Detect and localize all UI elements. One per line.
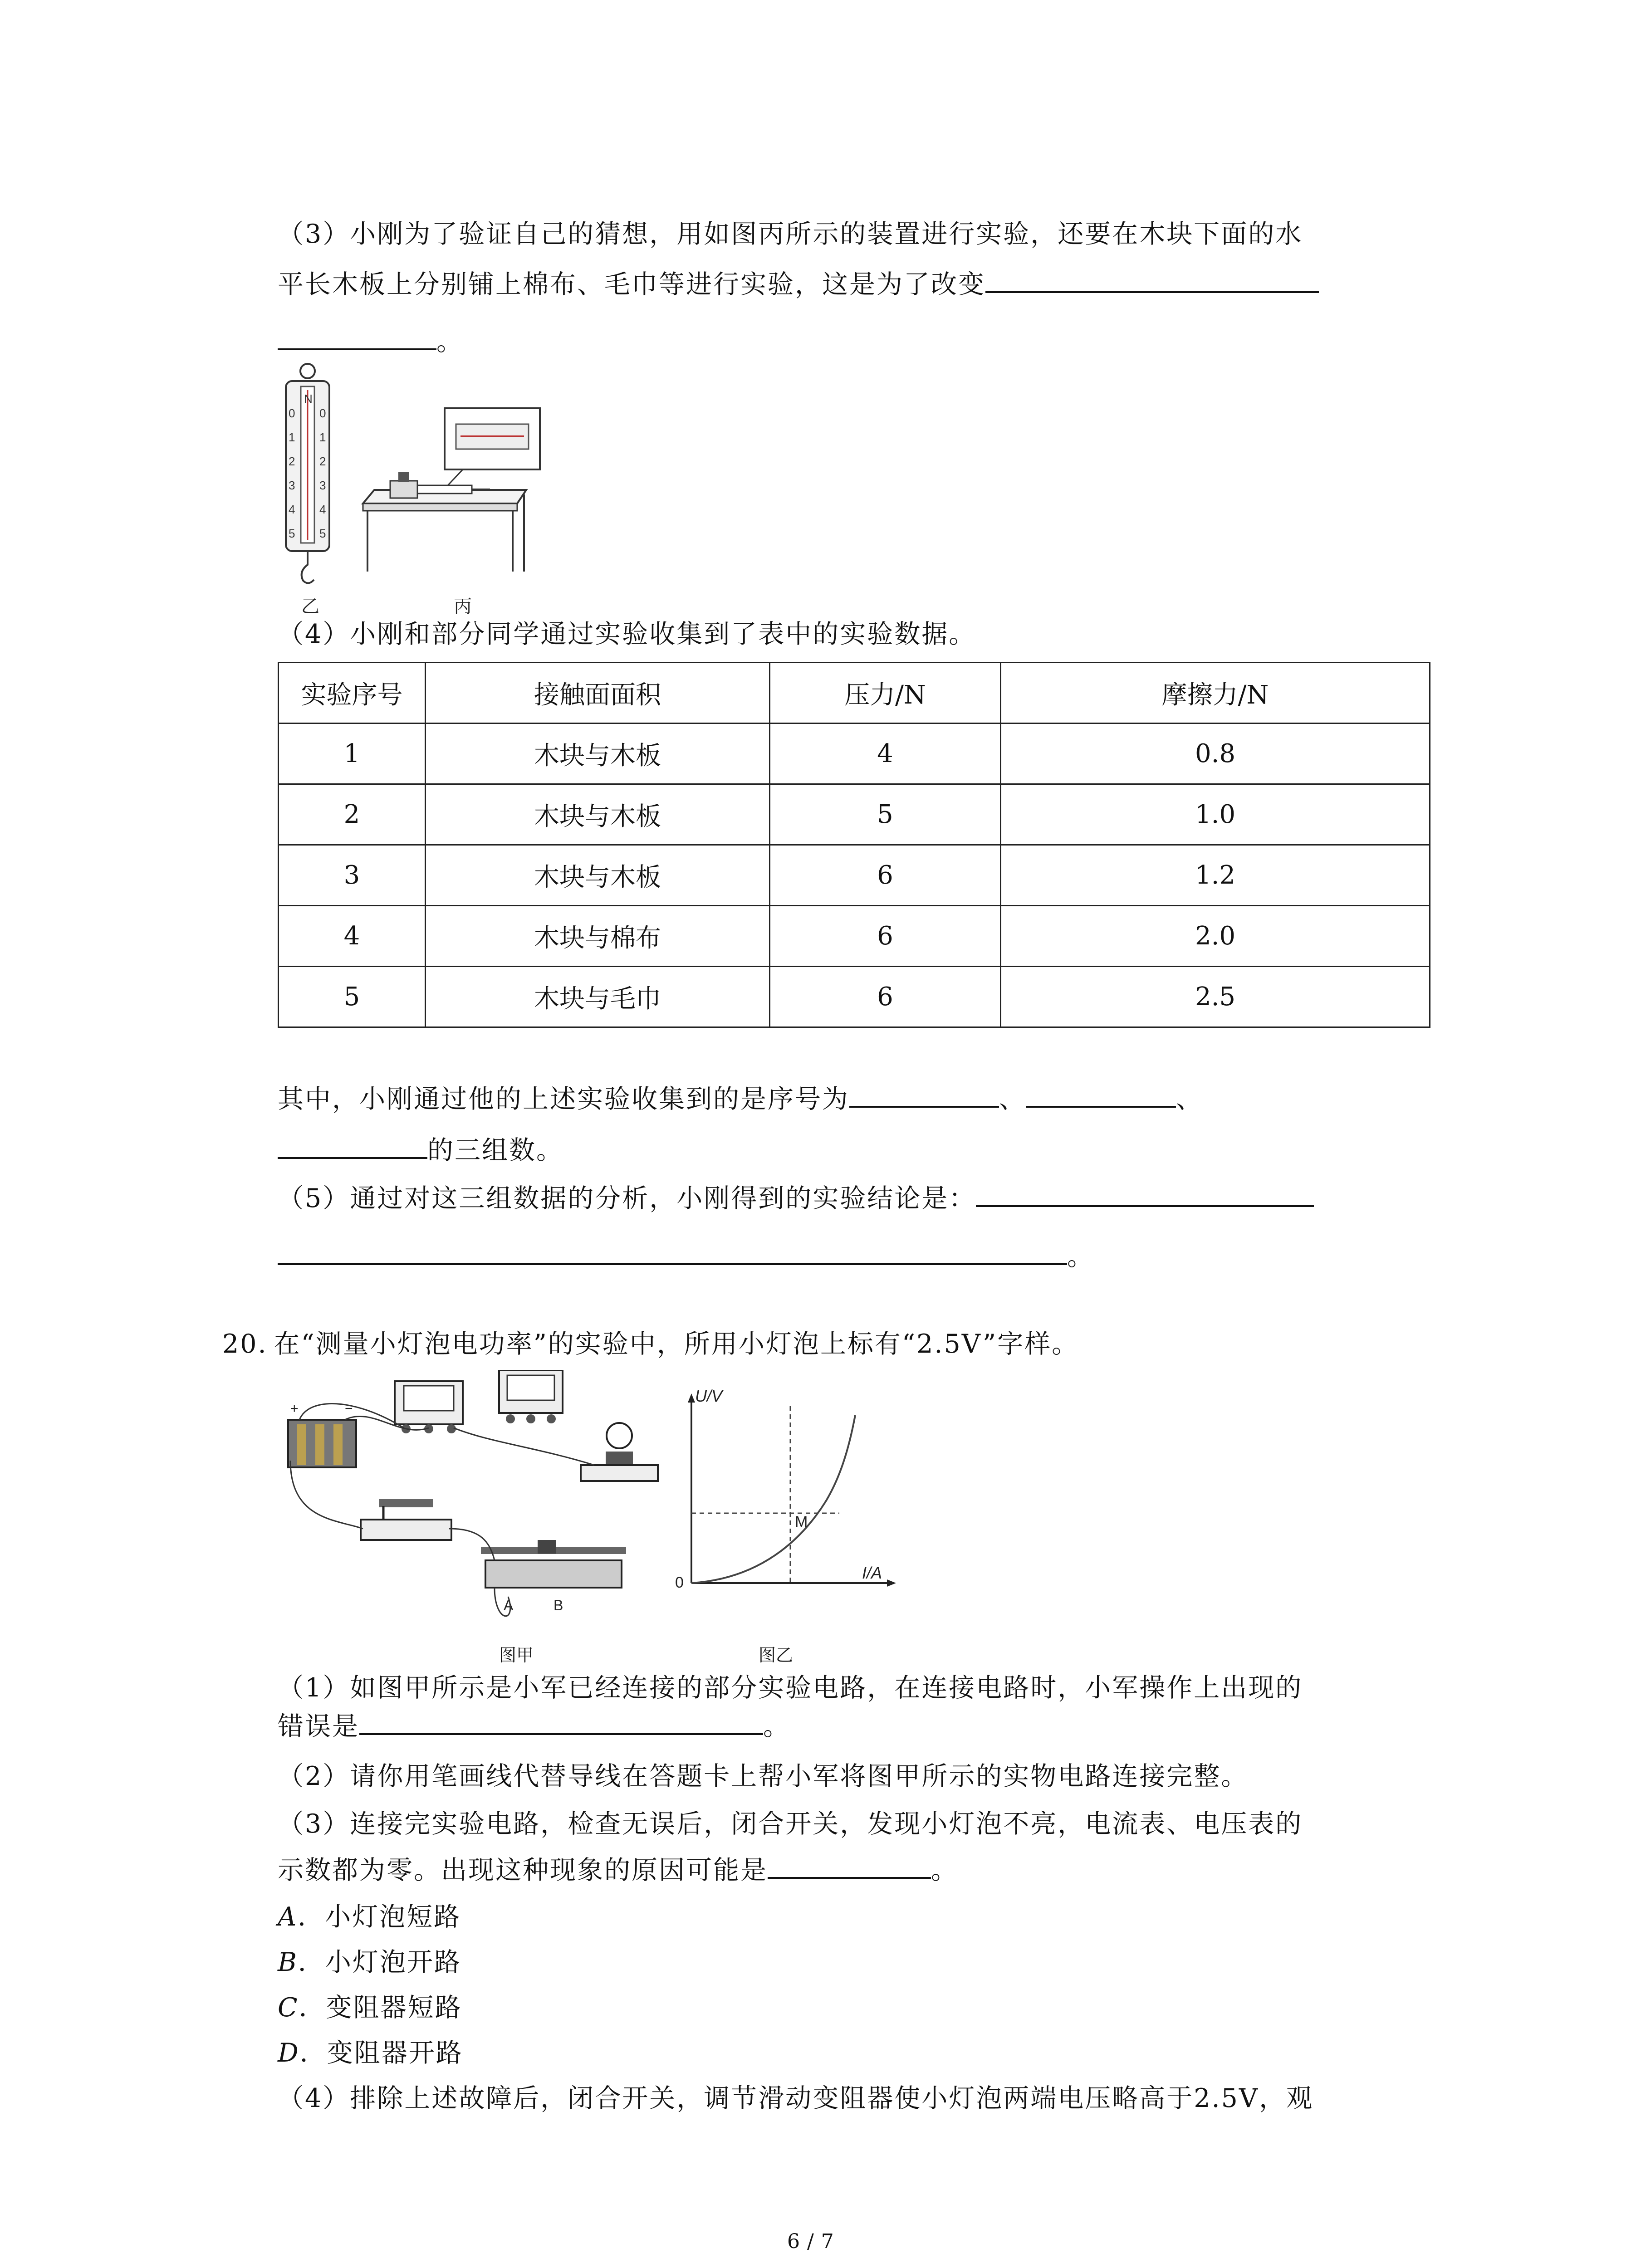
q19-p5-line1 <box>278 1183 1314 1213</box>
q19-p3-line2 <box>278 269 1319 299</box>
battery-icon <box>288 1401 356 1467</box>
table-header-cell: 实验序号 <box>279 663 426 723</box>
period: 。 <box>1067 1242 1094 1271</box>
table-cell: 2 <box>279 784 426 845</box>
q20-p3-line2-text: 示数都为零。出现这种现象的原因可能是 <box>278 1855 768 1885</box>
table-header-cell: 摩擦力/N <box>1001 663 1430 723</box>
option-text: ．变阻器短路 <box>299 1993 462 2023</box>
answer-blank[interactable] <box>976 1187 1314 1207</box>
answer-blank[interactable] <box>985 273 1319 293</box>
table-cell: 1.0 <box>1001 784 1430 845</box>
table-header-cell: 接触面面积 <box>426 663 770 723</box>
table-row <box>279 906 1430 967</box>
table-cell: 木块与木板 <box>426 723 770 784</box>
separator: 、 <box>999 1084 1026 1114</box>
scale-tick-label: 4 <box>319 503 326 516</box>
answer-blank[interactable] <box>768 1859 931 1879</box>
option-text: ．小灯泡开路 <box>298 1947 461 1977</box>
svg-text:B: B <box>554 1597 563 1613</box>
page-number: 6 / 7 <box>787 2230 834 2253</box>
q20-p1-line2-text: 错误是 <box>278 1711 359 1741</box>
option-a[interactable] <box>278 1904 461 1930</box>
voltmeter-icon <box>499 1370 563 1423</box>
scale-tick-label: 2 <box>289 455 295 468</box>
graph-origin: 0 <box>675 1574 684 1591</box>
table-cell: 6 <box>770 906 1001 967</box>
period: 。 <box>763 1711 790 1741</box>
option-c[interactable] <box>278 1995 462 2021</box>
scale-tick-label: 2 <box>319 455 326 468</box>
experiment-data-table <box>278 662 1430 1028</box>
table-row <box>279 967 1430 1027</box>
table-cell: 木块与木板 <box>426 784 770 845</box>
ammeter-icon <box>395 1381 463 1433</box>
option-key: D <box>278 2038 300 2068</box>
table-cell: 2.0 <box>1001 906 1430 967</box>
q20-p1-line1: （1）如图甲所示是小军已经连接的部分实验电路，在连接电路时，小军操作上出现的 <box>278 1673 1303 1703</box>
friction-apparatus-figure <box>272 358 590 621</box>
table-cell: 4 <box>279 906 426 967</box>
graph-y-label: U/V <box>695 1388 723 1405</box>
period: 。 <box>931 1855 958 1885</box>
scale-tick-label: 3 <box>289 479 295 492</box>
q19-p3-line2-text: 平长木板上分别铺上棉布、毛巾等进行实验，这是为了改变 <box>278 269 985 299</box>
q19-p4-text: （4）小刚和部分同学通过实验收集到了表中的实验数据。 <box>278 619 976 649</box>
q20-p3-line2 <box>278 1857 958 1883</box>
table-cell: 木块与木板 <box>426 845 770 906</box>
table-cell: 木块与棉布 <box>426 906 770 967</box>
circuit-figure <box>281 1370 671 1642</box>
q20-stem-line <box>222 1331 1079 1357</box>
q19-p5-line2 <box>278 1244 1094 1270</box>
q20-p4-line1: （4）排除上述故障后，闭合开关，调节滑动变阻器使小灯泡两端电压略高于2.5V，观 <box>278 2083 1314 2113</box>
table-cell: 1 <box>279 723 426 784</box>
answer-blank[interactable] <box>278 330 436 350</box>
after-table-text-2: 的三组数。 <box>427 1135 563 1165</box>
answer-blank[interactable] <box>278 1139 427 1159</box>
lamp-icon <box>581 1423 658 1481</box>
table-row <box>279 723 1430 784</box>
q20-stem: 在“测量小灯泡电功率”的实验中，所用小灯泡上标有“2.5V”字样。 <box>274 1329 1079 1359</box>
table-cell: 木块与毛巾 <box>426 967 770 1027</box>
table-header-row <box>279 663 1430 723</box>
graph-x-label: I/A <box>862 1564 882 1582</box>
q19-p3-line1: （3）小刚为了验证自己的猜想，用如图丙所示的装置进行实验，还要在木块下面的水 <box>278 219 1303 249</box>
svg-text:−: − <box>345 1401 353 1416</box>
switch-icon <box>361 1499 451 1540</box>
after-table-text: 其中，小刚通过他的上述实验收集到的是序号为 <box>278 1084 849 1114</box>
scale-tick-label: 1 <box>319 430 326 444</box>
scale-tick-label: 0 <box>319 406 326 420</box>
table-cell: 1.2 <box>1001 845 1430 906</box>
svg-text:A: A <box>504 1597 514 1613</box>
separator: 、 <box>1176 1084 1203 1114</box>
fig-label-yi: 乙 <box>301 596 319 616</box>
caption-jia: 图甲 <box>499 1645 534 1665</box>
option-key: C <box>278 1993 299 2023</box>
table-cell: 3 <box>279 845 426 906</box>
table-cell: 5 <box>279 967 426 1027</box>
scale-tick-label: 4 <box>289 503 295 516</box>
table-cell: 0.8 <box>1001 723 1430 784</box>
answer-blank[interactable] <box>278 1245 1067 1265</box>
question-number: 20. <box>222 1329 268 1359</box>
graph-point-m: M <box>795 1513 808 1530</box>
scale-tick-label: 3 <box>319 479 326 492</box>
fig-label-bing: 丙 <box>454 596 472 616</box>
table-row <box>279 845 1430 906</box>
table-row <box>279 784 1430 845</box>
table-apparatus-icon <box>363 408 540 572</box>
table-cell: 5 <box>770 784 1001 845</box>
scale-tick-label: 5 <box>319 527 326 540</box>
scale-n-label: N <box>304 392 313 406</box>
option-b[interactable] <box>278 1947 461 1977</box>
option-d[interactable] <box>278 2040 463 2066</box>
option-text: ．变阻器开路 <box>299 2038 463 2068</box>
q20-p1-line2 <box>278 1711 790 1741</box>
table-cell: 6 <box>770 845 1001 906</box>
table-cell: 6 <box>770 967 1001 1027</box>
caption-yi: 图乙 <box>759 1645 794 1665</box>
scale-tick-label: 5 <box>289 527 295 540</box>
scale-tick-label: 1 <box>289 430 295 444</box>
table-cell: 4 <box>770 723 1001 784</box>
option-key: A <box>278 1902 298 1932</box>
q20-p2: （2）请你用笔画线代替导线在答题卡上帮小军将图甲所示的实物电路连接完整。 <box>278 1761 1249 1791</box>
q19-after-table-line2 <box>278 1135 563 1165</box>
answer-blank[interactable] <box>849 1088 999 1108</box>
q20-p3-line1: （3）连接完实验电路，检查无误后，闭合开关，发现小灯泡不亮，电流表、电压表的 <box>278 1809 1303 1839</box>
answer-blank[interactable] <box>359 1715 763 1735</box>
option-text: ．小灯泡短路 <box>298 1902 461 1932</box>
table-cell: 2.5 <box>1001 967 1430 1027</box>
scale-tick-label: 0 <box>289 406 295 420</box>
rheostat-icon <box>481 1540 626 1613</box>
ui-graph <box>671 1388 926 1606</box>
period: 。 <box>436 327 464 357</box>
answer-blank[interactable] <box>1026 1088 1176 1108</box>
spring-scale-icon <box>286 364 329 583</box>
q19-p5-text: （5）通过对这三组数据的分析，小刚得到的实验结论是： <box>278 1183 976 1213</box>
table-header-cell: 压力/N <box>770 663 1001 723</box>
q19-after-table-line1 <box>278 1086 1203 1112</box>
option-key: B <box>278 1947 298 1977</box>
q19-p3-line3 <box>278 329 464 355</box>
svg-text:+: + <box>290 1401 299 1416</box>
